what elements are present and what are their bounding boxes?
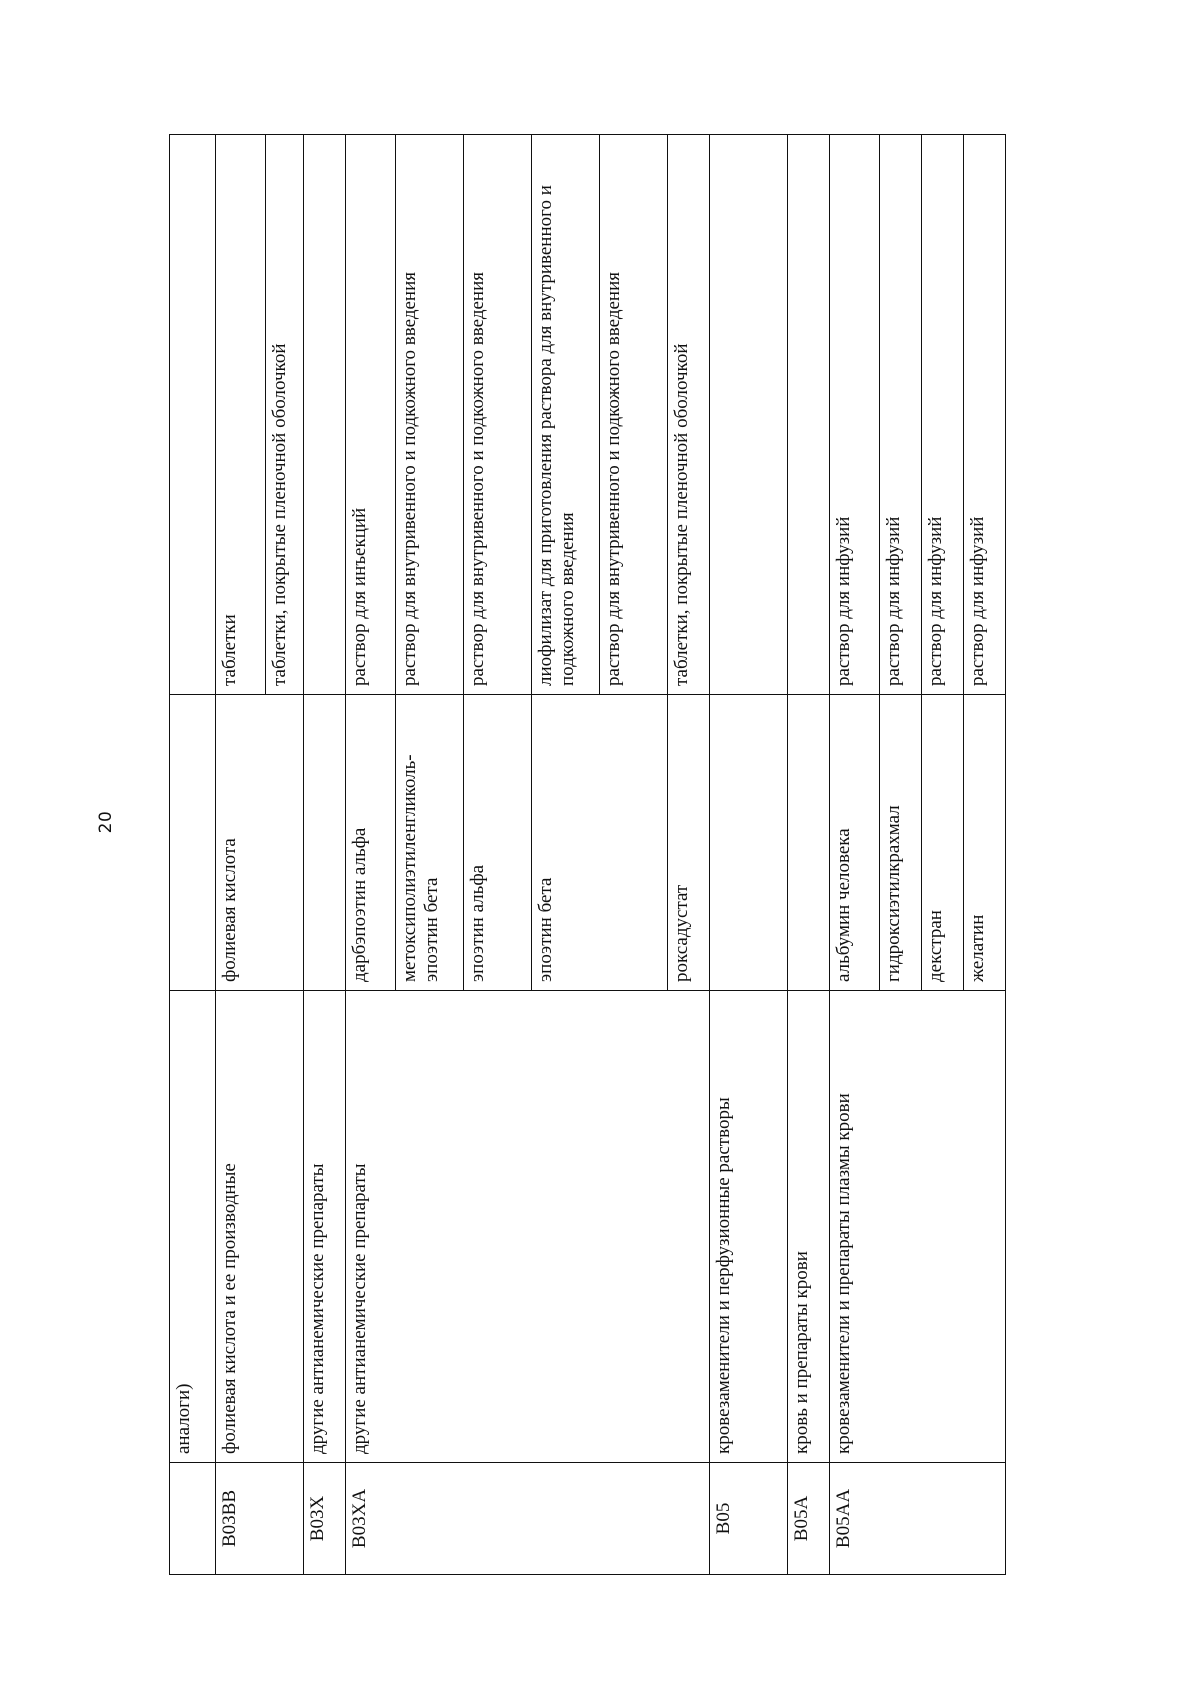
code-cell: B05A: [788, 1463, 830, 1575]
table-row: [710, 135, 788, 1575]
drug-cell: [170, 695, 216, 991]
code-cell: B05AA: [830, 1463, 1006, 1575]
rotated-table-container: [169, 135, 1114, 1575]
code-cell: B03X: [304, 1463, 346, 1575]
drug-cell: [304, 695, 346, 991]
drug-cell: альбумин человека: [830, 695, 880, 991]
drug-cell: декстран: [922, 695, 964, 991]
form-cell: раствор для внутривенного и подкожного введения: [600, 135, 668, 695]
table-row: [788, 135, 830, 1575]
code-cell: [170, 1463, 216, 1575]
group-cell: кровезаменители и перфузионные растворы: [710, 991, 788, 1463]
drug-cell: [710, 695, 788, 991]
drug-cell: желатин: [964, 695, 1006, 991]
code-cell: B03BB: [216, 1463, 304, 1575]
form-cell: лиофилизат для приготовления раствора для внутривенного и подкожного введения: [532, 135, 600, 695]
form-cell: [304, 135, 346, 695]
form-cell: таблетки, покрытые пленочной оболочкой: [668, 135, 710, 695]
atc-drug-table: [169, 134, 1006, 1575]
table-row: [304, 135, 346, 1575]
form-cell: раствор для инфузий: [964, 135, 1006, 695]
group-cell: аналоги): [170, 991, 216, 1463]
form-cell: таблетки: [216, 135, 266, 695]
form-cell: раствор для внутривенного и подкожного введения: [396, 135, 464, 695]
form-cell: раствор для инфузий: [922, 135, 964, 695]
page-number: 20: [96, 810, 116, 834]
form-cell: раствор для внутривенного и подкожного введения: [464, 135, 532, 695]
table-row: [346, 135, 396, 1575]
group-cell: другие антианемические препараты: [346, 991, 710, 1463]
group-cell: кровезаменители и препараты плазмы крови: [830, 991, 1006, 1463]
code-cell: B03XA: [346, 1463, 710, 1575]
group-cell: другие антианемические препараты: [304, 991, 346, 1463]
drug-cell: эпоэтин бета: [532, 695, 668, 991]
table-row: [830, 135, 880, 1575]
drug-cell: роксадустат: [668, 695, 710, 991]
form-cell: [710, 135, 788, 695]
drug-cell: [788, 695, 830, 991]
form-cell: таблетки, покрытые пленочной оболочкой: [266, 135, 304, 695]
drug-cell: дарбэпоэтин альфа: [346, 695, 396, 991]
form-cell: [788, 135, 830, 695]
drug-cell: эпоэтин альфа: [464, 695, 532, 991]
drug-cell: фолиевая кислота: [216, 695, 304, 991]
group-cell: фолиевая кислота и ее производные: [216, 991, 304, 1463]
group-cell: кровь и препараты крови: [788, 991, 830, 1463]
form-cell: раствор для инфузий: [830, 135, 880, 695]
table-row: [216, 135, 266, 1575]
form-cell: [170, 135, 216, 695]
form-cell: раствор для инъекций: [346, 135, 396, 695]
drug-cell: гидроксиэтилкрахмал: [880, 695, 922, 991]
form-cell: раствор для инфузий: [880, 135, 922, 695]
table-row: [170, 135, 216, 1575]
code-cell: B05: [710, 1463, 788, 1575]
drug-cell: метоксиполиэтиленгликоль-эпоэтин бета: [396, 695, 464, 991]
